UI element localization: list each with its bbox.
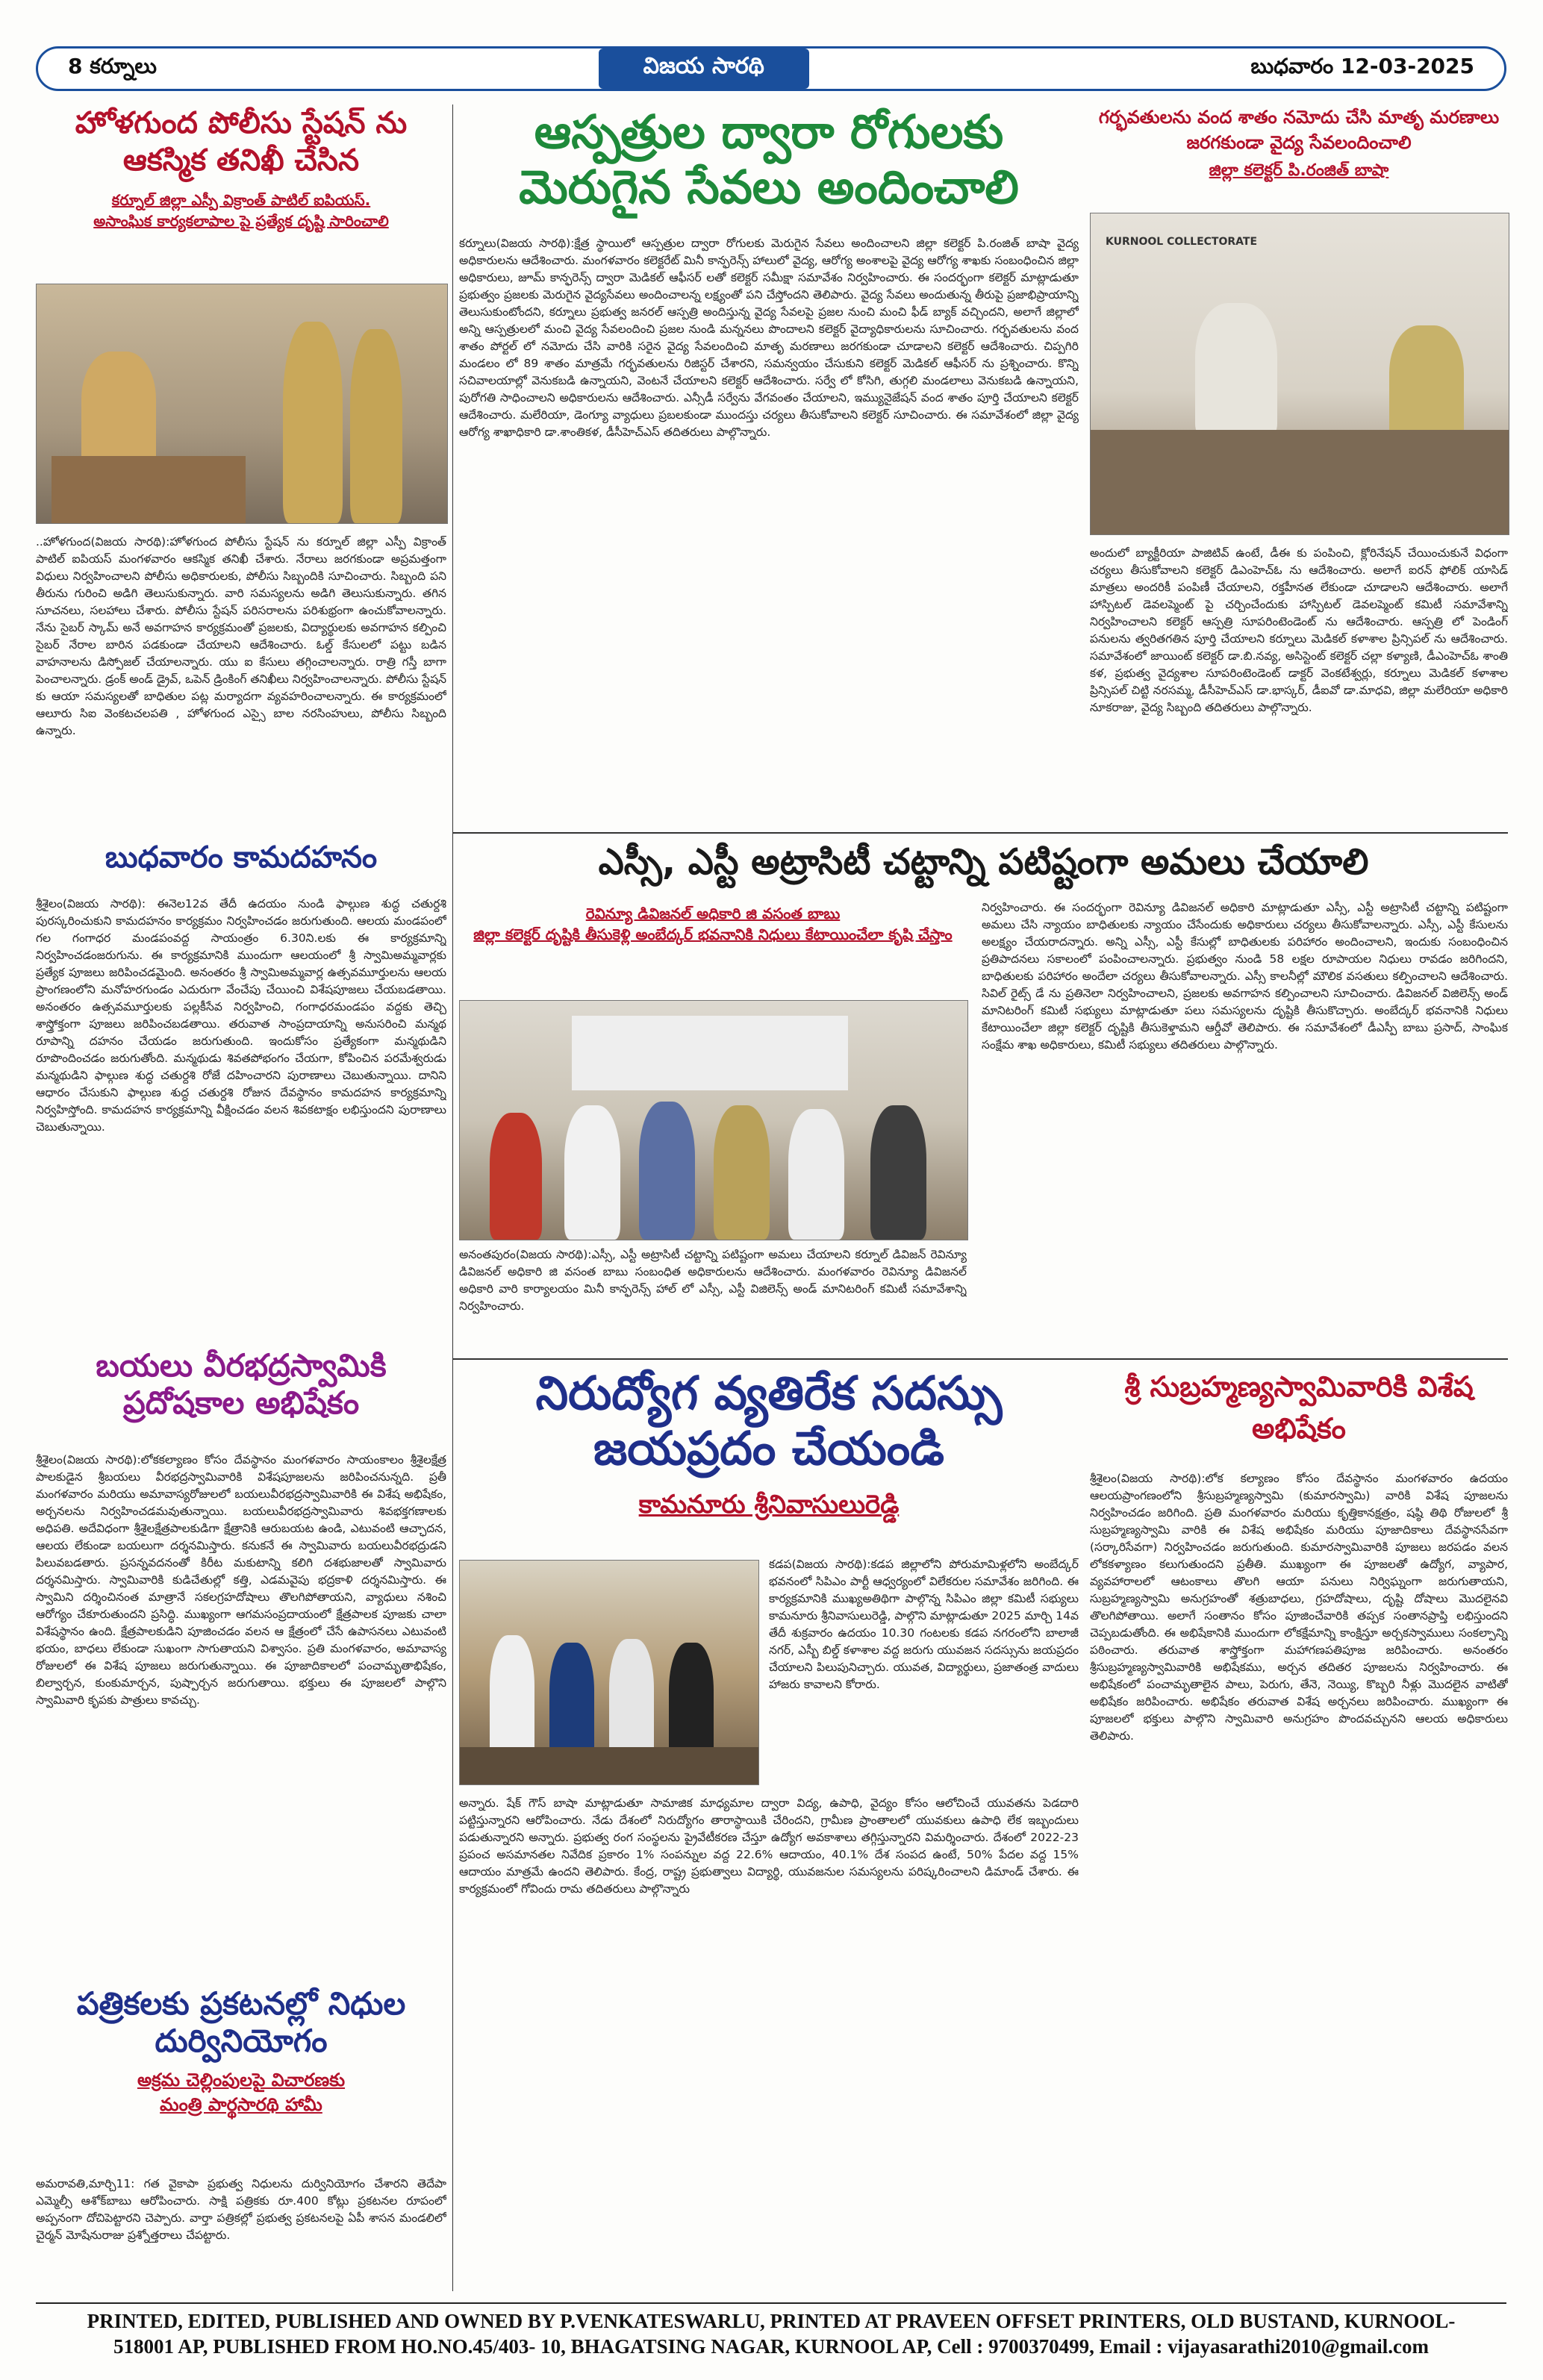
story-subheading: అసాంఘిక కార్యకలాపాల పై ప్రత్యేక దృష్టి సారించాలి xyxy=(93,212,389,230)
section-divider xyxy=(452,832,1508,834)
story-subheading: మంత్రి పార్థసారథి హామీ xyxy=(160,2094,322,2116)
section-divider xyxy=(452,1358,1508,1360)
story-subheading: కామనూరు శ్రీనివాసులురెడ్డి xyxy=(638,1489,900,1519)
story-body: శ్రీశైలం(విజయ సారథి):లోక కల్యాణం కోసం దేవస్థానం మంగళవారం ఉదయం ఆలయప్రాంగణంలోని శ్రీసుబ్రహ్మణ్యస్వామి (కుమారస్వామి) వారికి విశేష పూజలను నిర్వహించడం జరిగింది. ప్రతి మంగళవారం మరియు కృత్తికానక్షత్రం, షష్ఠి తిథి రోజులలో శ్రీ సుబ్రహ్మణ్యస్వామి వారికి ఈ విశేష అభిషేకం మరియు పూజాదికాలు దేవస్థానసేవగా (సర్కారిసేవగా) నిర్వహించడం జరుగుతుంది. కుమారస్వామివారికి పూజలు జరపడం వలన లోకకళ్యాణం కలుగుతుందని ప్రతీతి. ముఖ్యంగా ఈ పూజలతో ఉద్యోగ, వ్యాపార, వ్యవహారాలలో ఆటంకాలు తొలగి ఆయా పనులు నిర్విఘ్నంగా జరుగుతాయని, సుబ్రహ్మణ్యస్వామి అనుగ్రహంతో శత్రుబాధలు, గ్రహదోషాలు, దృష్టి దోషాలు మొదలైనవి తొలగిపోతాయి. అలాగే సంతానం కోసం పూజించేవారికి తప్పక సంతానప్రాప్తి లభిస్తుందని చెప్పబడుతోంది. ఈ అభిషేకానికి ముందుగా లోకక్షేమాన్ని కాంక్షిస్తూ అర్చకస్వాములు సంకల్పాన్ని పఠించారు. తరువాత శాస్త్రోక్తంగా మహాగణపతిపూజ జరిపించారు. అనంతరం శ్రీసుబ్రహ్మణ్యస్వామివారికి అభిషేకము, అర్చన తదితర పూజలను నిర్వహించారు. ఈ అభిషేకంలో పంచామృతాలైన పాలు, పెరుగు, తేనె, నెయ్యి, కొబ్బరి నీళ్లు మొదలైన వాటితో అభిషేకం జరిపించారు. అభిషేకం తరువాత విశేష అర్చనలు జరిపించారు. ముఖ్యంగా ఈ పూజలలో భక్తులు పాల్గొని స్వామివారి అనుగ్రహం పొందవచ్చునని ఆలయ అధికారులు తెలిపారు. xyxy=(1090,1472,1508,1743)
story-body: ..హోళగుంద(విజయ సారథి):హోళగుంద పోలీసు స్టేషన్ ను కర్నూల్ జిల్లా ఎస్పీ విక్రాంత్ పాటిల్ ఐపియస్ మంగళవారం ఆకస్మిక తనిఖీ చేశారు. నేరాలు జరగకుండా అప్రమత్తంగా విధులు నిర్వహించాలని పోలీసు అధికారులకు, పోలీసు సిబ్బందికి సూచించారు. సిబ్బంది పని తీరును గురించి అడిగి తెలుసుకున్నారు. వారి సమస్యలను అడిగి తెలుసుకున్నారు. తగిన సూచనలు, సలహాలు చేశారు. పోలీసు స్టేషన్ పరిసరాలను పరిశుభ్రంగా ఉంచుకోవాలన్నారు. నేను సైబర్ స్కామ్ అనే అవగాహన కార్యక్రమంతో ప్రజలకు, విద్యార్థులకు అవగాహన కల్పించి సైబర్ నేరాల బారిన పడకుండా చేయాలని ఆదేశించారు. ఓల్డ్ కేసులలో పట్టు బడిన వాహనాలను డిస్పోజల్ చేయాలన్నారు. యు ఐ కేసులు తగ్గించాలన్నారు. రాత్రి గస్తీ బాగా పెంచాలన్నారు. డ్రంక్ అండ్ డ్రైవ్, ఒపెన్ డ్రింకింగ్ తనిఖీలు నిర్వహించాలన్నారు. పోలీసు స్టేషన్ కు ఆయా సమస్యలతో బాధితుల పట్ల మర్యాదగా వ్యవహరించాలన్నారు. ఈ కార్యక్రమంలో ఆలూరు సిఐ వెంకటచలపతి , హోళగుంద ఎస్సై బాల నరసింహులు, పోలీసు సిబ్బంది ఉన్నారు. xyxy=(36,535,446,737)
story-subheading: అక్రమ చెల్లింపులపై విచారణకు xyxy=(137,2069,346,2090)
story-veerabhadra xyxy=(36,1347,446,1981)
story-headline: శ్రీ సుబ్రహ్మణ్యస్వామివారికి విశేష అభిషేకం xyxy=(1124,1370,1474,1445)
story-headline: నిరుద్యోగ వ్యతిరేక సదస్సు జయప్రదం చేయండి xyxy=(535,1366,1003,1476)
column-divider xyxy=(452,104,453,2291)
story-headline: హోళగుంద పోలీసు స్టేషన్ ను ఆకస్మిక తనిఖీ చేసిన xyxy=(75,106,408,178)
story-subheading: కర్నూల్ జిల్లా ఎస్పీ విక్రాంత్ పాటిల్ ఐపియస్. xyxy=(111,191,371,209)
masthead xyxy=(36,46,1506,91)
story-hospital-services xyxy=(459,104,1079,828)
story-ad-funds xyxy=(36,1985,446,2291)
story-body: అమరావతి,మార్చి11: గత వైకాపా ప్రభుత్వ నిధులను దుర్వినియోగం చేశారని తెదేపా ఎమ్మెల్సీ ఆశోక్‌బాబు ఆరోపించారు. సాక్షి పత్రికకు రూ.400 కోట్లు ప్రకటనల రూపంలో అప్పనంగా దోచిపెట్టారని చెప్పారు. వార్తా పత్రికల్లో ప్రభుత్వ ప్రకటనలపై ఏపీ శాసన మండలిలో చైర్మన్ మోషేనురాజు ప్రశ్నోత్తరాలు చేపట్టారు. xyxy=(36,2177,446,2242)
collectorate-sign: KURNOOL COLLECTORATE xyxy=(1106,236,1258,248)
story-body: కర్నూలు(విజయ సారథి):క్షేత్ర స్థాయిలో ఆస్పత్రుల ద్వారా రోగులకు మెరుగైన సేవలు అందించాలని జిల్లా కలెక్టర్ పి.రంజిత్ బాషా వైద్య అధికారులను ఆదేశించారు. మంగళవారం కలెక్టరేట్ మినీ కాన్ఫరెన్స్ హాలులో వైద్య, ఆరోగ్య అంశాలపై వైద్య ఆరోగ్య శాఖకు సంబంధించిన జిల్లా అధికారులు, జూమ్ కాన్ఫరెన్స్ ద్వారా మెడికల్ ఆఫీసర్ లతో కలెక్టర్ సమీక్షా సమావేశం నిర్వహించారు. ఈ సందర్భంగా కలెక్టర్ మాట్లాడుతూ ప్రభుత్వం ప్రజలకు మెరుగైన వైద్యసేవలు అందించాలన్న లక్ష్యంతో పని చేస్తోందని తెలిపారు. వైద్య సేవలు అందుతున్న తీరుపై ప్రజాభిప్రాయాన్ని తెలుసుకుంటోందని, కర్నూలు ప్రభుత్వ జనరల్ ఆస్పత్రి అందిస్తున్న వైద్య సేవలపై ప్రజల నుంచి మంచి ఫీడ్ బ్యాక్ వచ్చిందని, అలాగే జిల్లాలో అన్ని ఆస్పత్రులలో మంచి వైద్య సేవలందించి ప్రజల నుండి మన్ననలు పొందాలని కలెక్టర్ వైద్యాధికారులను సూచించారు. గర్భవతులను వంద శాతం పోర్టల్ లో నమోదు చేసి వారికి సరైన వైద్య సేవలందించి మాతృ మరణాలు జరగకుండా చూడాలని కలెక్టర్ ఆదేశించారు. చిప్పగిరి మండలం లో 89 శాతం మాత్రమే గర్భవతులను రిజిస్టర్ చేశారని, సమన్వయం చేసుకుని కలెక్టర్ మెడికల్ ఆఫీసర్ ను ప్రశ్నించారు. కొన్ని సచివాలయాల్లో వెనుకబడి ఉన్నాయని, వెంటనే చేయాలని కలెక్టర్ ఆదేశించారు. సర్వే లో కోసిగి, తుగ్గలి మండలాలు వెనుకబడి ఉన్నాయని, పురోగతి సాధించాలని అధికారులను ఆదేశించారు. ఎన్సీడీ సర్వేను వేగవంతం చేయాలని, ఇమ్యునైజేషన్ వంద శాతం పూర్తి చేయాలని కలెక్టర్ ఆదేశించారు. మలేరియా, డెంగ్యూ వ్యాధులు ప్రబలకుండా ముందస్తు చర్యలు తీసుకోవాలని కలెక్టర్ సూచించారు. ఈ సమావేశంలో జిల్లా వైద్య ఆరోగ్య శాఖాధికారి డా.శాంతికళ, డీసీహెచ్ఎస్ తదితరులు పాల్గొన్నారు. xyxy=(459,237,1079,439)
story-subheading: జిల్లా కలెక్టర్ పి.రంజిత్ బాషా xyxy=(1209,161,1389,180)
story-body: అందులో బ్యాక్టీరియా పాజిటివ్ ఉంటే, డీఈ కు పంపించి, క్లోరినేషన్ చేయించుకునే విధంగా చర్యలు తీసుకోవాలని కలెక్టర్ డిఎంహెచ్ఓ ను ఆదేశించారు. అలాగే ఐరన్ ఫోలిక్ యాసిడ్ మాత్రలు అందరికీ పంపిణీ చేయాలని, రక్తహీనత లేకుండా చూడాలని ఆదేశించారు. అలాగే హాస్పిటల్ డెవలప్మెంట్ పై చర్చించేందుకు హాస్పిటల్ డెవలప్మెంట్ కమిటీ సమావేశాన్ని నిర్వహించాలని కలెక్టర్ ఆస్పత్రి సూపరింటెండెంట్ ను ఆదేశించారు. ఆస్పత్రి లో పెండింగ్ పనులను త్వరితగతిన పూర్తి చేయాలని కర్నూలు మెడికల్ కళాశాల ప్రిన్సిపల్ ను ఆదేశించారు. సమావేశంలో జాయింట్ కలెక్టర్ డా.బి.నవ్య, అసిస్టెంట్ కలెక్టర్ చల్లా కళ్యాణి, డీఎంహెచ్ఓ శాంతి కళ, ప్రభుత్వ వైద్యశాల సూపరింటెండెంట్ డాక్టర్ వెంకటేశ్వర్లు, కర్నూలు మెడికల్ కళాశాల ప్రిన్సిపల్ చిట్టి నరసమ్మ, డీసీహెచ్ఎస్ డా.భాస్కర్, డీఐవో డా.మాధవి, జిల్లా మలేరియా అధికారి నూకరాజు, వైద్య సిబ్బంది తదితరులు పాల్గొన్నారు. xyxy=(1090,546,1508,714)
page-number: 8 కర్నూలు xyxy=(68,54,157,78)
story-headline: పత్రికలకు ప్రకటనల్లో నిధుల దుర్వినియోగం xyxy=(76,1985,406,2060)
story-unemployment-meeting xyxy=(459,1366,1079,2291)
imprint-line: 518001 AP, PUBLISHED FROM HO.NO.45/403- 10, BHAGATSING NAGAR, KURNOOL AP, Cell : 9700370499, Email : vijayasarathi2010@gmail.com xyxy=(113,2335,1429,2358)
news-photo xyxy=(459,1000,968,1240)
story-body: నిర్వహించారు. ఈ సందర్భంగా రెవిన్యూ డివిజనల్ అధికారి మాట్లాడుతూ ఎస్సీ, ఎస్టీ అట్రాసిటీ చట్టాన్ని పటిష్టంగా అమలు చేసి న్యాయం బాధితులకు న్యాయం చేసేందుకు అధికారులు చర్యలు తీసుకోవాలన్నారు. ఎస్సీ, ఎస్టీ కేసులను అలక్ష్యం చేయరాదన్నారు. అన్ని ఎస్సీ, ఎస్టీ కేసుల్లో బాధితులకు పరిహారం అందించాలని, ఇందుకు సంబంధించిన ప్రతిపాదనలు సకాలంలో పంపించాలన్నారు. ప్రభుత్వం నుండి 58 లక్షల రూపాయల నిధులు రావడం జరిగిందని, బాధితులకు పరిహారం అందేలా చర్యలు తీసుకోవాలన్నారు. ఎస్సీ కాలనీల్లో మౌలిక వసతులు కల్పించాలని ఆదేశించారు. సివిల్ రైట్స్ డే ను ప్రతినెలా నిర్వహించాలని, ప్రజలకు అవగాహన కల్పించాలని సూచించారు. డివిజనల్ విజిలెన్స్ అండ్ మానిటరింగ్ కమిటీ సభ్యులు మాట్లాడుతూ పలు సమస్యలను దృష్టికి తీసుకొచ్చారు. అంబేద్కర్ భవనానికి నిధులు కేటాయించేలా జిల్లా కలెక్టర్ దృష్టికి తీసుకెళ్తామని ఆర్డీవో తెలిపారు. ఈ సమావేశంలో డీఎస్పీ బాబు ప్రసాద్, సాంఘిక సంక్షేమ శాఖ అధికారులు, కమిటీ సభ్యులు తదితరులు పాల్గొన్నారు. xyxy=(982,901,1508,1052)
news-photo xyxy=(36,284,448,524)
story-headline: బుధవారం కామదహనం xyxy=(105,840,378,875)
story-maternal-care xyxy=(1090,104,1508,828)
story-body: కడప(విజయ సారథి):కడప జిల్లాలోని పోరుమామిళ్లలోని అంబేద్కర్ భవనంలో సిపిఎం పార్టీ ఆధ్వర్యంలో విలేకరుల సమావేశం జరిగింది. ఈ కార్యక్రమానికి ముఖ్యఅతిథిగా పాల్గొన్న సిపిఎం జిల్లా కమిటీ సభ్యులు కామనూరు శ్రీనివాసులురెడ్డి, పాల్గొని మాట్లాడుతూ 2025 మార్చి 14వ తేదీ శుక్రవారం ఉదయం 10.30 గంటలకు కడప నగరంలోని బాలాజీ నగర్, ఎస్బీ బిల్డ్ కళాశాల వద్ద జరుగు యువజన సదస్సును జయప్రదం చేయాలని పిలుపునిచ్చారు. యువత, విద్యార్థులు, ప్రజాతంత్ర వాదులు హాజరు కావాలని కోరారు. xyxy=(769,1558,1079,1691)
story-subheading: జిల్లా కలెక్టర్ దృష్టికి తీసుకెళ్లి అంబేద్కర్ భవనానికి నిధులు కేటాయించేలా కృషి చేస్తాం xyxy=(473,925,953,943)
story-headline: ఆస్పత్రుల ద్వారా రోగులకు మెరుగైన సేవలు అందించాలి xyxy=(519,104,1019,215)
imprint-line: PRINTED, EDITED, PUBLISHED AND OWNED BY P.VENKATESWARLU, PRINTED AT PRAVEEN OFFSET PRINTERS, OLD BUSTAND, KURNOOL- xyxy=(87,2310,1456,2332)
story-body: అన్నారు. షేక్ గౌస్ బాషా మాట్లాడుతూ సామాజిక మాధ్యమాల ద్వారా విద్య, ఉపాధి, వైద్యం కోసం ఆలోచించే యువతను పెడదారి పట్టిస్తున్నారని ఆరోపించారు. నేడు దేశంలో నిరుద్యోగం తారాస్థాయికి చేరిందని, గ్రామీణ ప్రాంతాలలో యువకులు ఉపాధి లేక ఇబ్బందులు పడుతున్నారని అన్నారు. ప్రభుత్వ రంగ సంస్థలను ప్రైవేటీకరణ చేస్తూ ఉద్యోగ అవకాశాలు తగ్గిస్తున్నారని విమర్శించారు. దేశంలో 2022-23 ప్రపంచ అసమానతల నివేదిక ప్రకారం 1% సంపన్నుల వద్ద 22.6% ఆదాయం, 40.1% దేశ సంపద ఉంటే, 50% పేదల వద్ద 15% ఆదాయం మాత్రమే ఉందని తెలిపారు. కేంద్ర, రాష్ట్ర ప్రభుత్వాలు విద్యార్థి, యువజనుల సమస్యలను పరిష్కరించాలని డిమాండ్ చేశారు. ఈ కార్యక్రమంలో గోవిందు రామ తదితరులు పాల్గొన్నారు xyxy=(459,1796,1079,1896)
imprint-footer xyxy=(36,2302,1506,2359)
story-body: శ్రీశైలం(విజయ సారథి): ఈనెల12వ తేదీ ఉదయం నుండి ఫాల్గుణ శుద్ధ చతుర్దశి పురస్కరించుకుని కామదహనం కార్యక్రమం నిర్వహించడం జరుగుతుంది. ఆలయ మండపంలో గల గంగాధర మండపంవద్ద సాయంత్రం 6.30ని.లకు ఈ కార్యక్రమాన్ని నిర్వహించడంజరుగును. ఈ కార్యక్రమానికి ముందుగా ఆలయంలో శ్రీ స్వామిఅమ్మవార్లకు ప్రత్యేక పూజలు జరిపించడమైంది. అనంతరం శ్రీ స్వామిఅమ్మవార్ల ఉత్సవమూర్తులను ఆలయ ప్రాంగణంలోని మనోహరగుండం ఎదురుగా వేంచేపు చేయించి విశేషపూజలు చేయబడతాయి. అనంతరం ఉత్సవమూర్తులకు పల్లకీసేవ నిర్వహించి, గంగాధరమండపం వద్దకు తెచ్చి శాస్త్రోక్తంగా పూజలు జరిపించబడతాయి. తరువాత సాంప్రదాయాన్ని అనుసరించి మన్మథ రూపాన్ని దహనం చేయడం జరుగుతుంది. ఇందుకోసం ప్రత్యేకంగా మన్మథుడిని రూపొందించడం జరుగుతోంది. మన్మథుడు శివతపోభంగం చేయగా, కోపించిన పరమేశ్వరుడు మన్మథుడిని ఫాల్గుణ శుద్ధ చతుర్దశి రోజే దహించారని పురాణాలు చెబుతున్నాయి. దానిని ఆధారం చేసుకుని ఫాల్గుణ శుద్ధ చతుర్దశి రోజున దేవస్థానం కామదహన కార్యక్రమాన్ని నిర్వహిస్తోంది. కామదహన కార్యక్రమాన్ని వీక్షించడం వలన శివకటాక్షం లభిస్తుందని పురాణాలు చెబుతున్నాయి. xyxy=(36,897,446,1134)
news-photo xyxy=(459,1560,759,1785)
story-kamadahanam xyxy=(36,840,446,1340)
newspaper-name: విజయ సారథి xyxy=(599,49,809,89)
story-body: శ్రీశైలం(విజయ సారథి):లోకకల్యాణం కోసం దేవస్థానం మంగళవారం సాయంకాలం శ్రీశైలక్షేత్ర పాలకుడైన శ్రీబయలు వీరభద్రస్వామివారికి విశేషపూజలను జరిపించనున్నది. ప్రతీ మంగళవారం మరియు అమావాస్యరోజులలో బయలువీరభద్రస్వామివారికి ఈ విశేష అభిషేకం, అర్చనలను నిర్వహించడమవుతున్నాయి. బయలువీరభద్రస్వామివారు శివభక్తగణాలకు అధిపతి. అదేవిధంగా శ్రీశైలక్షేత్రపాలకుడిగా క్షేత్రానికి ఆరుబయట ఉండి, ఎటువంటి ఆచ్ఛాదన, ఆలయ లేకుండా బయలుగా దర్శనమిస్తారు. కనుకనే ఈ స్వామివారు బయలువీరభద్రుడని పిలువబడతారు. ప్రసన్నవదనంతో కిరీట మకుటాన్ని కలిగి దశభుజాలతో స్వామివారు దర్శనమిస్తారు. స్వామివారికి కుడిచేతుల్లో కత్తి, ఎడమవైపు భద్రకాళి దర్శనమిస్తారు. ఈ స్వామిని దర్శించినంత మాత్రానే సకలగ్రహదోషాలు తొలగిపోతాయని, వ్యాధులు నశించి ఆరోగ్యం చేకూరుతుందని ప్రసిద్ధి. ముఖ్యంగా ఆగమసంప్రదాయంలో క్షేత్రపాలక పూజకు చాలా విశేషస్థానం ఉంది. క్షేత్రపాలకుడిని పూజించడం వలన ఆ క్షేత్రంలో చేసే ఉపాసనలు ఎటువంటి భయం, బాధలు లేకుండా సుఖంగా సాగుతాయని విశ్వాసం. ప్రతి మంగళవారం, అమావాస్య రోజులలో ఈ విశేష పూజలు జరుగుతున్నాయి. ఈ పూజాదికాలలో పంచామృతాభిషేకం, బిల్వార్చన, కుంకుమార్చన, పుష్పార్చన జరుగుతాయి. భక్తులు ఈ పూజలలో పాల్గొని స్వామివారి కృపకు పాత్రులు కావచ్చు. xyxy=(36,1453,446,1707)
story-atrocity-act xyxy=(459,840,1508,1355)
story-subrahmanya-abhishekam xyxy=(1090,1366,1508,2291)
story-subheading: రెవిన్యూ డివిజనల్ అధికారి జి వసంత బాబు xyxy=(585,905,841,922)
issue-date: బుధవారం 12-03-2025 xyxy=(1250,54,1474,78)
story-headline: ఎస్సీ, ఎస్టీ అట్రాసిటీ చట్టాన్ని పటిష్టంగా అమలు చేయాలి xyxy=(598,841,1369,883)
story-headline: బయలు వీరభద్రస్వామికి ప్రదోషకాల అభిషేకం xyxy=(96,1347,387,1422)
story-headline: గర్భవతులను వంద శాతం నమోదు చేసి మాతృ మరణాలు జరగకుండా వైద్య సేవలందించాలి xyxy=(1098,107,1500,153)
story-subheading-block xyxy=(459,903,967,945)
story-body: అనంతపురం(విజయ సారథి):ఎస్సీ, ఎస్టీ అట్రాసిటీ చట్టాన్ని పటిష్టంగా అమలు చేయాలని కర్నూల్ డివిజన్ రెవిన్యూ డివిజనల్ అధికారి జి వసంత బాబు సంబంధిత అధికారులను ఆదేశించారు. మంగళవారం రెవిన్యూ డివిజనల్ అధికారి వారి కార్యాలయం మినీ కాన్ఫరెన్స్ హాల్ లో ఎస్సీ, ఎస్టీ విజిలెన్స్ అండ్ మానిటరింగ్ కమిటీ సమావేశాన్ని నిర్వహించారు. xyxy=(459,1248,967,1313)
news-photo xyxy=(1090,213,1509,535)
story-police-inspection xyxy=(36,104,446,836)
